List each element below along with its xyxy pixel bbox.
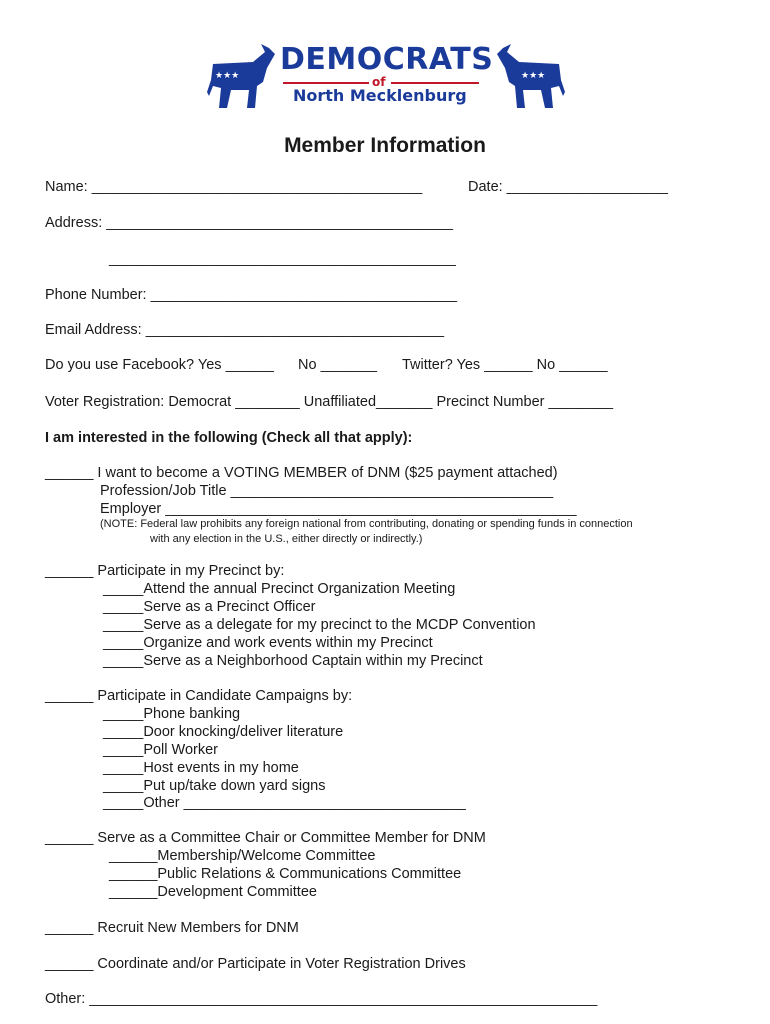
organization-logo <box>205 40 567 112</box>
logo-of: of <box>372 75 386 89</box>
campaigns-option[interactable]: ______ Participate in Candidate Campaigns by: <box>45 688 353 704</box>
donkey-right-icon <box>495 42 567 112</box>
voter-registration-field[interactable]: Voter Registration: Democrat ________ Unaffiliated_______ Precinct Number ________ <box>45 394 614 410</box>
precinct-item[interactable]: _____Serve as a Precinct Officer <box>103 599 316 615</box>
precinct-item[interactable]: _____Serve as a delegate for my precinct to the MCDP Convention <box>103 617 536 633</box>
profession-field[interactable]: Profession/Job Title ________________________________________ <box>100 483 554 499</box>
donkey-left-icon <box>205 42 277 112</box>
email-field[interactable]: Email Address: _____________________________________ <box>45 322 445 338</box>
phone-field[interactable]: Phone Number: ______________________________________ <box>45 287 458 303</box>
other-field[interactable]: Other: _______________________________________________________________ <box>45 991 598 1007</box>
campaign-item[interactable]: _____Put up/take down yard signs <box>103 778 326 794</box>
precinct-option[interactable]: ______ Participate in my Precinct by: <box>45 563 285 579</box>
committee-item[interactable]: ______Development Committee <box>109 884 317 900</box>
committee-item[interactable]: ______Membership/Welcome Committee <box>109 848 376 864</box>
precinct-item[interactable]: _____Serve as a Neighborhood Captain within my Precinct <box>103 653 483 669</box>
date-field[interactable]: Date: ____________________ <box>468 179 668 195</box>
precinct-item[interactable]: _____Attend the annual Precinct Organization Meeting <box>103 581 456 597</box>
logo-divider-left <box>283 82 369 84</box>
campaign-item[interactable]: _____Phone banking <box>103 706 241 722</box>
campaign-item[interactable]: _____Door knocking/deliver literature <box>103 724 344 740</box>
logo-divider-right <box>391 82 479 84</box>
campaign-item[interactable]: _____Poll Worker <box>103 742 218 758</box>
committee-item[interactable]: ______Public Relations & Communications Committee <box>109 866 462 882</box>
twitter-field[interactable]: Twitter? Yes ______ No ______ <box>402 357 608 373</box>
facebook-no-field[interactable]: No _______ <box>298 357 378 373</box>
committee-option[interactable]: ______ Serve as a Committee Chair or Committee Member for DNM <box>45 830 486 846</box>
logo-subtitle: North Mecklenburg <box>293 86 467 105</box>
logo-title: DEMOCRATS <box>280 42 494 77</box>
page-title: Member Information <box>284 134 486 157</box>
address-line-2-field[interactable]: ___________________________________________ <box>109 251 456 267</box>
name-field[interactable]: Name: _________________________________________ <box>45 179 423 195</box>
recruit-option[interactable]: ______ Recruit New Members for DNM <box>45 920 299 936</box>
svg-text:★★★: ★★★ <box>521 71 546 81</box>
voting-member-option[interactable]: ______ I want to become a VOTING MEMBER of DNM ($25 payment attached) <box>45 465 558 481</box>
svg-text:★★★: ★★★ <box>215 71 240 81</box>
precinct-item[interactable]: _____Organize and work events within my Precinct <box>103 635 433 651</box>
voter-drives-option[interactable]: ______ Coordinate and/or Participate in Voter Registration Drives <box>45 956 466 972</box>
legal-note-line-2: with any election in the U.S., either directly or indirectly.) <box>150 533 423 545</box>
campaign-item[interactable]: _____Host events in my home <box>103 760 299 776</box>
legal-note-line-1: (NOTE: Federal law prohibits any foreign national from contributing, donating or spending funds in connection <box>100 518 633 530</box>
address-field[interactable]: Address: ___________________________________________ <box>45 215 454 231</box>
interest-heading: I am interested in the following (Check all that apply): <box>45 430 413 446</box>
facebook-yes-field[interactable]: Do you use Facebook? Yes ______ <box>45 357 274 373</box>
campaign-item[interactable]: _____Other ___________________________________ <box>103 795 466 811</box>
employer-field[interactable]: Employer ___________________________________________________ <box>100 501 577 517</box>
